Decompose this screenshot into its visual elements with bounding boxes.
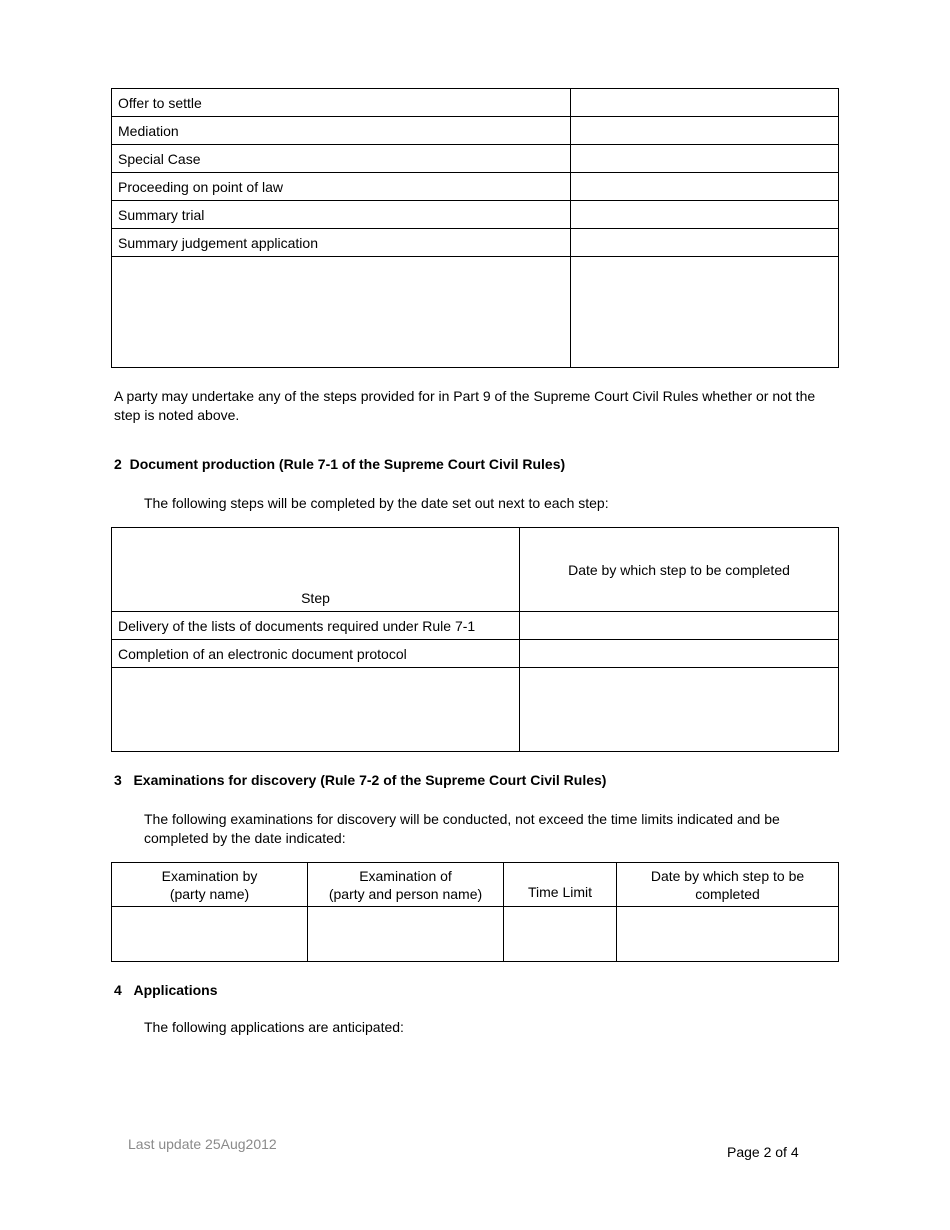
- section-number: 2: [114, 456, 122, 472]
- step-header: Step: [112, 528, 520, 612]
- section-title: Document production (Rule 7-1 of the Supreme Court Civil Rules): [129, 456, 566, 472]
- table-row-label: Special Case: [112, 145, 571, 173]
- table-cell-empty: [571, 117, 839, 145]
- section-number: 4: [114, 982, 122, 998]
- examination-by-header: [112, 863, 308, 907]
- section-3-intro: The following examinations for discovery will be conducted, not exceed the time limits indicated and be completed by the date indicated:: [144, 811, 780, 846]
- last-update: Last update 25Aug2012: [128, 1136, 277, 1152]
- steps-table: [111, 88, 839, 368]
- table-row-label: Completion of an electronic document protocol: [112, 640, 520, 668]
- header-line: Date by which step to be: [650, 867, 805, 884]
- table-cell-empty: [112, 907, 308, 962]
- time-limit-header: [504, 863, 617, 907]
- section-title: Applications: [133, 982, 218, 998]
- table-row-label: Proceeding on point of law: [112, 173, 571, 201]
- table-row-label: [112, 257, 571, 368]
- document-production-table: [111, 527, 839, 752]
- table-row-label: Offer to settle: [112, 89, 571, 117]
- table-cell-empty: [571, 173, 839, 201]
- section-number: 3: [114, 772, 122, 788]
- examinations-table: [111, 862, 839, 962]
- table-row-label: Summary judgement application: [112, 229, 571, 257]
- section-2-intro: The following steps will be completed by the date set out next to each step:: [144, 495, 609, 511]
- table-cell-empty: [504, 907, 617, 962]
- section-title: Examinations for discovery (Rule 7-2 of the Supreme Court Civil Rules): [133, 772, 607, 788]
- header-line: Time Limit: [527, 884, 593, 900]
- section-4-heading: [114, 982, 217, 998]
- date-header: [617, 863, 839, 907]
- header-line: Examination by: [161, 867, 258, 884]
- section-2-heading: [114, 456, 565, 472]
- header-line: completed: [695, 885, 760, 902]
- examination-of-header: [308, 863, 504, 907]
- table-cell-empty: [571, 257, 839, 368]
- part9-note: A party may undertake any of the steps provided for in Part 9 of the Supreme Court Civil Rules whether or not the step is noted above.: [114, 388, 816, 423]
- table-row-label: Summary trial: [112, 201, 571, 229]
- table-row-label: Delivery of the lists of documents required under Rule 7-1: [112, 612, 520, 640]
- table-cell-empty: [571, 201, 839, 229]
- header-line: (party and person name): [328, 885, 483, 902]
- table-cell-empty: [571, 229, 839, 257]
- table-cell-empty: [520, 640, 839, 668]
- table-cell-empty: [308, 907, 504, 962]
- section-4-intro: The following applications are anticipated:: [144, 1019, 404, 1035]
- header-line: Examination of: [359, 867, 452, 884]
- table-row-label: Mediation: [112, 117, 571, 145]
- date-header: Date by which step to be completed: [520, 528, 839, 612]
- table-row-label: [112, 668, 520, 752]
- table-cell-empty: [520, 612, 839, 640]
- table-cell-empty: [571, 145, 839, 173]
- page-number: Page 2 of 4: [727, 1144, 799, 1160]
- table-cell-empty: [617, 907, 839, 962]
- table-cell-empty: [571, 89, 839, 117]
- table-cell-empty: [520, 668, 839, 752]
- section-3-heading: [114, 772, 606, 788]
- header-line: (party name): [169, 885, 250, 902]
